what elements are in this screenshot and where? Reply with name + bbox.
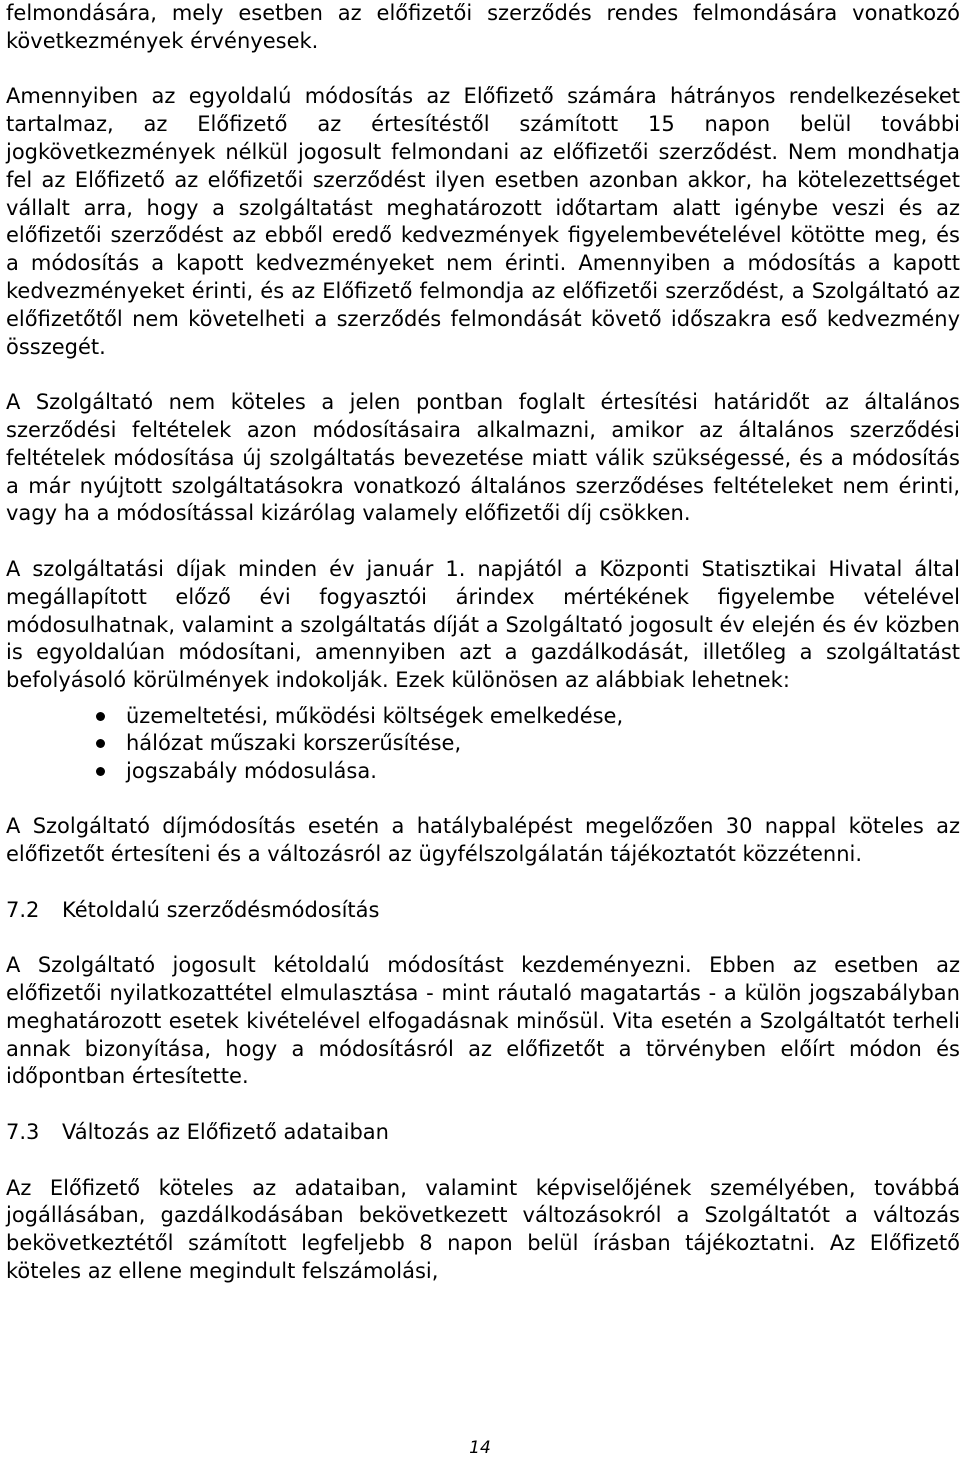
list-item — [6, 758, 960, 786]
section-number: 7.3 — [6, 1119, 40, 1144]
paragraph-termination-continuation: felmondására, mely esetben az előfizetői szerződés rendes felmondására vonatkozó következmények érvényesek. — [6, 1, 960, 53]
paragraph-bilateral-modification: A Szolgáltató jogosult kétoldalú módosítást kezdeményezni. Ebben az esetben az előfizetői nyilatkozattétel elmulasztása - mint ráutaló magatartás - a külön jogszabályban meghatározott esetek kivételével elfogadásnak minősül. Vita esetén a Szolgáltatót terheli annak bizonyítása, hogy a módosításról az előfizetőt a törvényben előírt módon és időpontban értesítette. — [6, 953, 960, 1089]
list-item-text: üzemeltetési, működési költségek emelkedése, — [126, 703, 624, 728]
paragraph-service-fees: A szolgáltatási díjak minden év január 1. napjától a Központi Statisztikai Hivatal által megállapított előző évi fogyasztói árindex mértékének figyelembe vételével módosulhatnak, valamint a szolgáltatás díját a Szolgáltató jogosult év elején és év közben is egyoldalúan módosítani, amennyiben azt a gazdálkodását, illetőleg a szolgáltatást befolyásoló körülmények indokolják. Ezek különösen az alábbiak lehetnek: — [6, 556, 960, 693]
paragraph-gap — [6, 869, 960, 897]
paragraph-fee-change-notice: A Szolgáltató díjmódosítás esetén a hatálybalépést megelőzően 30 nappal köteles az előfizetőt értesíteni és a változásról az ügyfélszolgálatán tájékoztatót közzétenni. — [6, 814, 960, 867]
list-item-text: jogszabály módosulása. — [126, 758, 377, 783]
paragraph-gap — [6, 1147, 960, 1175]
section-title: Változás az Előfizető adataiban — [62, 1119, 389, 1144]
paragraph-gap — [6, 56, 960, 84]
paragraph-gap — [6, 785, 960, 813]
paragraph-gap — [6, 361, 960, 389]
document-page — [6, 0, 960, 1286]
paragraph-unilateral-modification: Amennyiben az egyoldalú módosítás az Előfizető számára hátrányos rendelkezéseket tartalmaz, az Előfizető az értesítéstől számított 15 napon belül további jogkövetkezmények nélkül jogosult felmondani az előfizetői szerződést. Nem mondhatja fel az Előfizető az előfizetői szerződést ilyen esetben azonban akkor, ha kötelezettséget vállalt arra, hogy a szolgáltatást meghatározott időtartam alatt igénybe veszi és az előfizetői szerződést az ebből eredő kedvezmények figyelembevételével kötötte meg, és a módosítás a kapott kedvezményeket nem érinti. Amennyiben a módosítás a kapott kedvezményeket érinti, és az Előfizető felmondja az előfizetői szerződést, a Szolgáltató az előfizetőtől nem követelheti a szerződés felmondását követő időszakra eső kedvezmény összegét. — [6, 84, 960, 359]
bullet-icon — [96, 712, 105, 721]
paragraph-gap — [6, 924, 960, 952]
section-heading-7-2 — [6, 897, 960, 925]
paragraph-subscriber-data-change: Az Előfizető köteles az adataiban, valamint képviselőjének személyében, továbbá jogállásában, gazdálkodásában bekövetkezett változásokról a Szolgáltatót a változás bekövetkeztétől számított legfeljebb 8 napon belül írásban tájékoztatni. Az Előfizető köteles az ellene megindult felszámolási, — [6, 1175, 960, 1283]
list-item — [6, 703, 960, 731]
bullet-icon — [96, 767, 105, 776]
list-item — [6, 730, 960, 758]
list-item-text: hálózat műszaki korszerűsítése, — [126, 731, 462, 756]
page-number: 14 — [469, 1438, 491, 1458]
section-title: Kétoldalú szerződésmódosítás — [62, 897, 380, 922]
section-number: 7.2 — [6, 897, 40, 922]
section-heading-7-3 — [6, 1119, 960, 1147]
paragraph-notification-exemption: A Szolgáltató nem köteles a jelen pontban foglalt értesítési határidőt az általános szerződési feltételek azon módosításaira alkalmazni, amikor az általános szerződési feltételek módosítása új szolgáltatás bevezetése miatt válik szükségessé, és a módosítás a már nyújtott szolgáltatásokra vonatkozó általános szerződéses feltételeket nem érinti, vagy ha a módosítással kizárólag valamely előfizetői díj csökken. — [6, 390, 960, 526]
bullet-icon — [96, 739, 105, 748]
paragraph-gap — [6, 1091, 960, 1119]
paragraph-gap — [6, 528, 960, 556]
bullet-list — [6, 703, 960, 786]
